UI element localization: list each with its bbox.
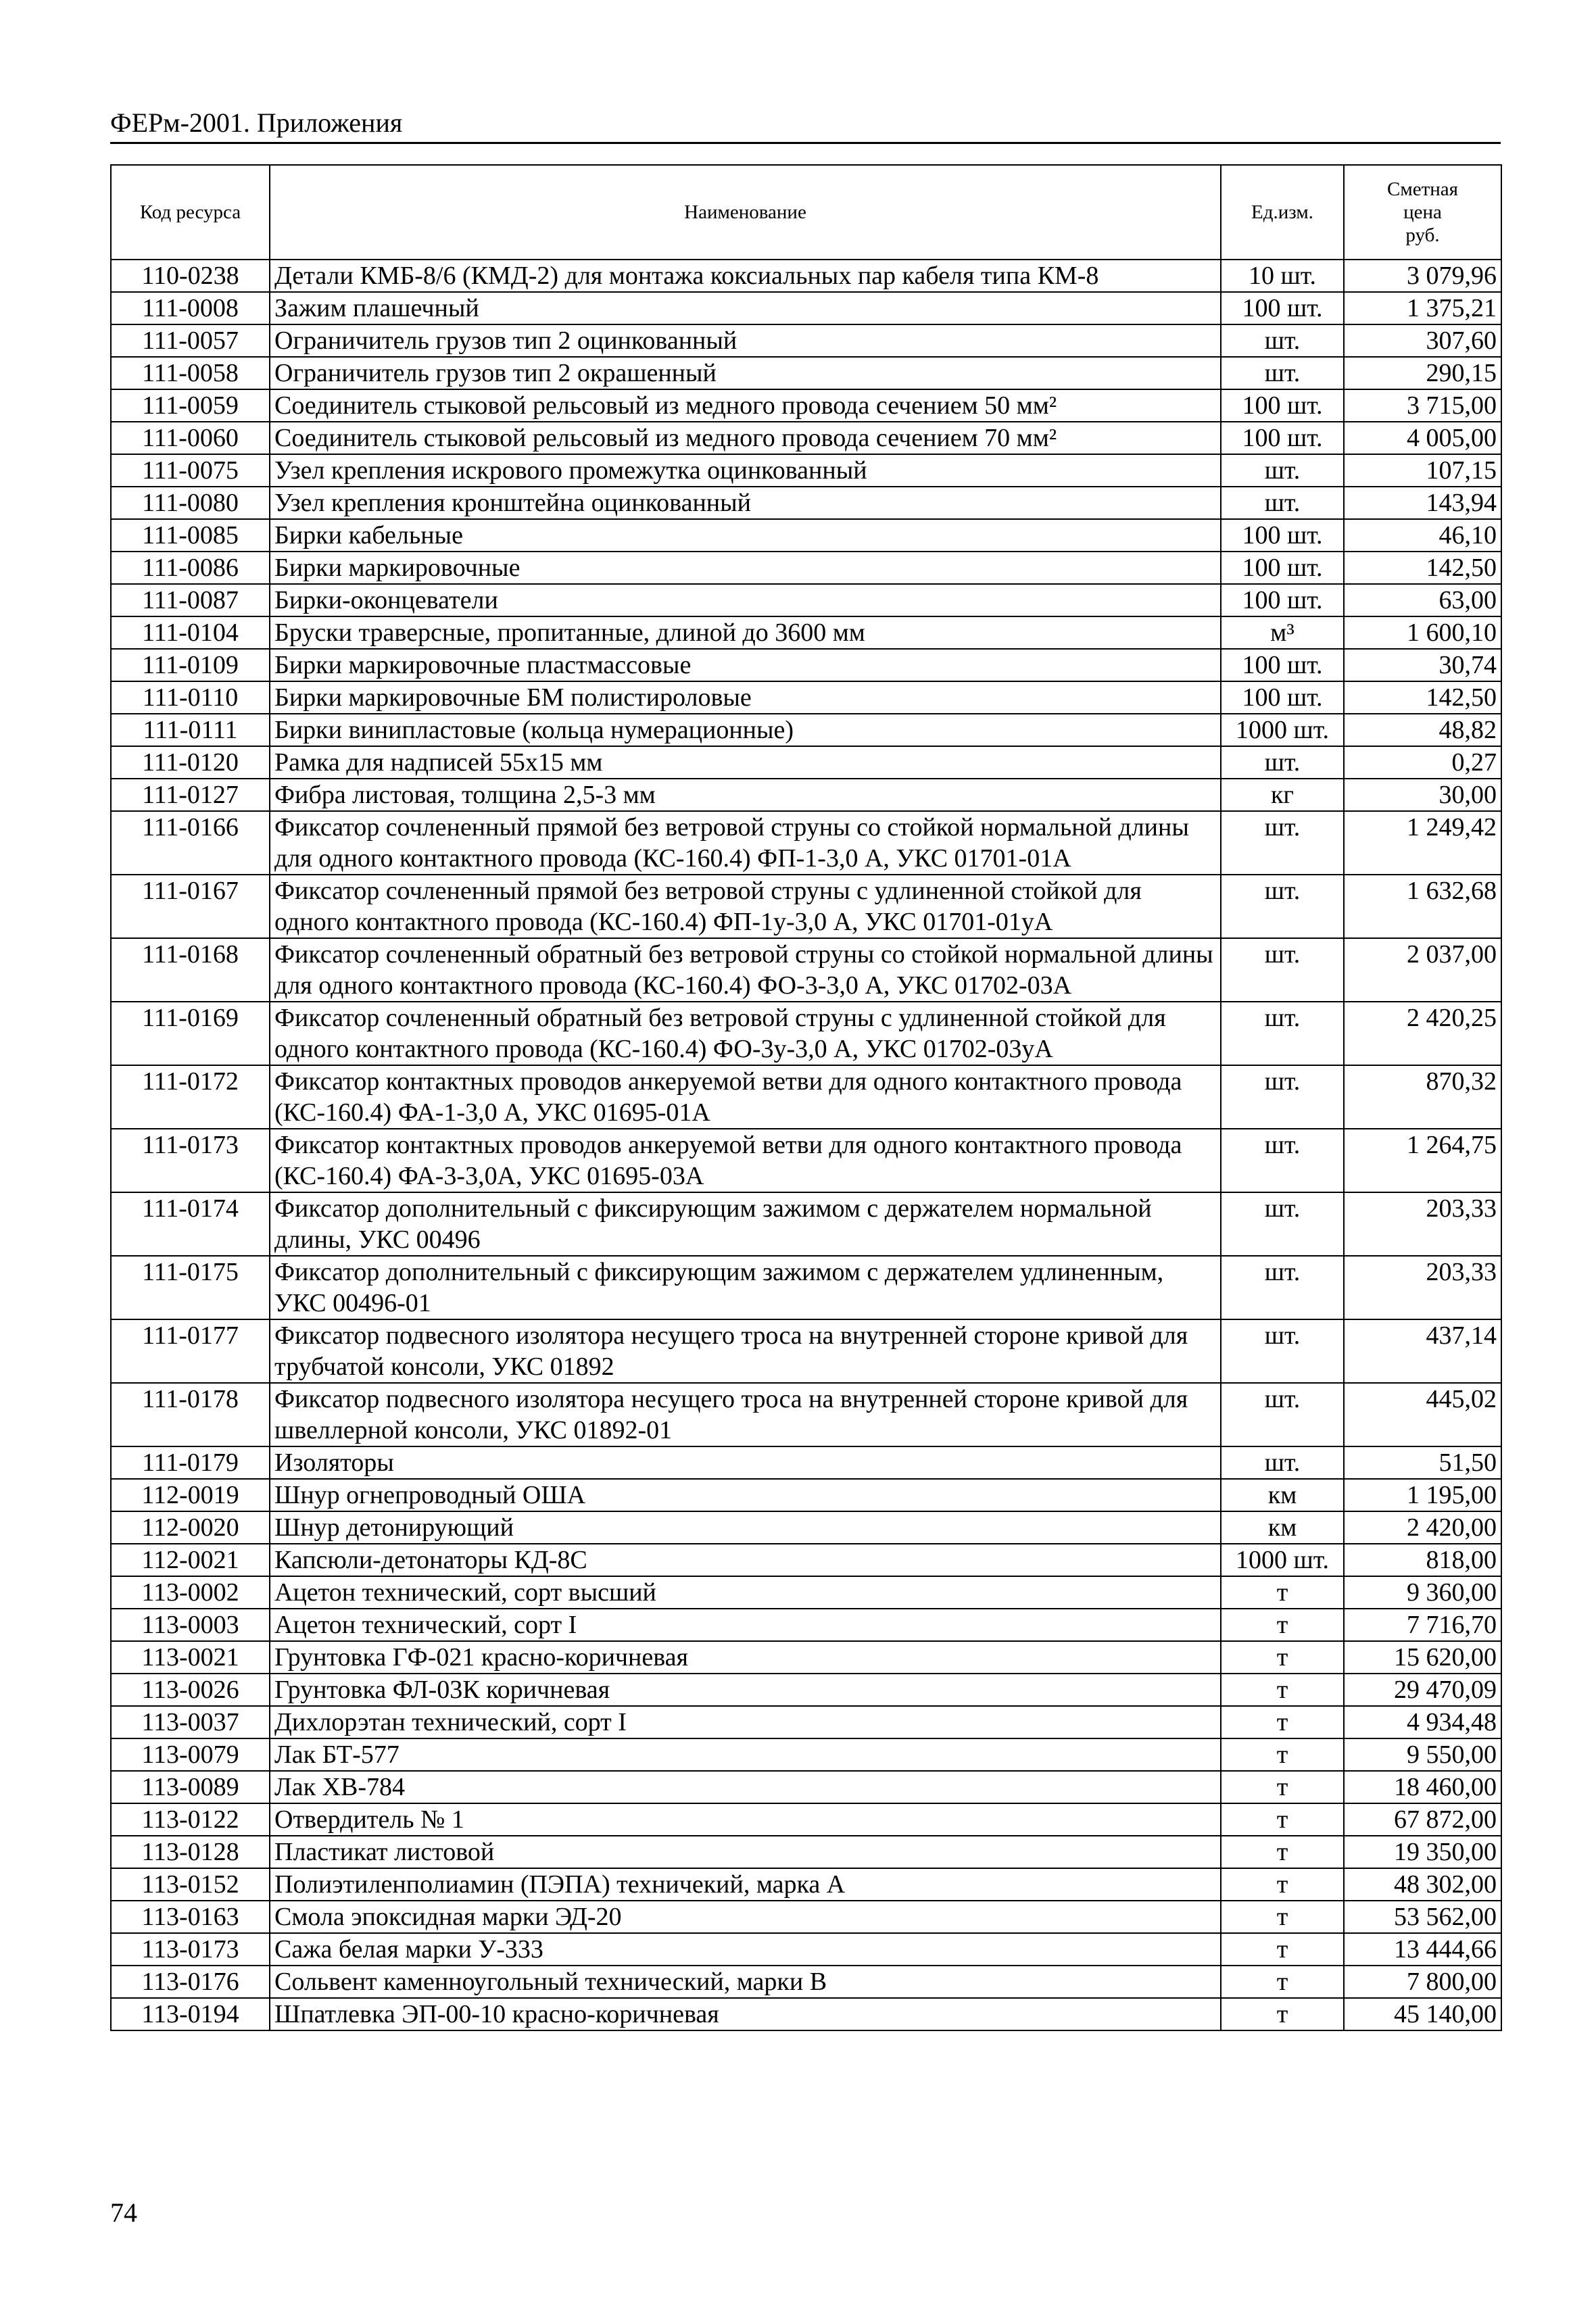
price-cell: 46,10	[1344, 519, 1501, 552]
unit-cell: т	[1221, 1803, 1344, 1836]
unit-cell: шт.	[1221, 1256, 1344, 1319]
price-cell: 445,02	[1344, 1383, 1501, 1446]
price-cell: 48 302,00	[1344, 1868, 1501, 1901]
code-cell: 111-0075	[111, 454, 270, 487]
name-cell: Рамка для надписей 55x15 мм	[270, 746, 1221, 779]
name-cell: Грунтовка ФЛ-03К коричневая	[270, 1674, 1221, 1706]
table-row	[111, 746, 1501, 779]
code-cell: 111-0175	[111, 1256, 270, 1319]
header-divider	[110, 142, 1501, 144]
name-cell: Бирки маркировочные БМ полистироловые	[270, 681, 1221, 714]
code-cell: 113-0002	[111, 1576, 270, 1609]
code-cell: 111-0178	[111, 1383, 270, 1446]
name-cell: Шнур детонирующий	[270, 1511, 1221, 1544]
page-header-title: ФЕРм-2001. Приложения	[110, 107, 403, 138]
name-cell: Капсюли-детонаторы КД-8С	[270, 1544, 1221, 1576]
code-cell: 111-0008	[111, 292, 270, 324]
code-cell: 112-0019	[111, 1479, 270, 1511]
table-row	[111, 1609, 1501, 1641]
price-cell: 1 375,21	[1344, 292, 1501, 324]
price-cell: 142,50	[1344, 552, 1501, 584]
price-cell: 1 195,00	[1344, 1479, 1501, 1511]
column-header-name: Наименование	[270, 165, 1221, 260]
name-cell: Детали КМБ-8/6 (КМД-2) для монтажа коксиальных пар кабеля типа КМ-8	[270, 260, 1221, 292]
table-row	[111, 1544, 1501, 1576]
code-cell: 111-0174	[111, 1192, 270, 1256]
column-header-code: Код ресурса	[111, 165, 270, 260]
table-row	[111, 260, 1501, 292]
name-cell: Фиксатор сочлененный прямой без ветровой струны со стойкой нормальной длины для одного контактного провода (КС-160.4) ФП-1-3,0 А, УКС 01701-01А	[270, 811, 1221, 875]
price-cell: 290,15	[1344, 357, 1501, 389]
code-cell: 111-0168	[111, 938, 270, 1002]
name-cell: Бирки маркировочные	[270, 552, 1221, 584]
name-cell: Фиксатор сочлененный обратный без ветровой струны с удлиненной стойкой для одного контактного провода (КС-160.4) ФО-3у-3,0 А, УКС 01702-03уА	[270, 1002, 1221, 1065]
code-cell: 113-0026	[111, 1674, 270, 1706]
unit-cell: т	[1221, 1868, 1344, 1901]
price-cell: 45 140,00	[1344, 1998, 1501, 2030]
price-header-line: Сметная	[1387, 178, 1458, 200]
name-cell: Шпатлевка ЭП-00-10 красно-коричневая	[270, 1998, 1221, 2030]
unit-cell: 100 шт.	[1221, 292, 1344, 324]
unit-cell: 100 шт.	[1221, 681, 1344, 714]
table-row	[111, 389, 1501, 422]
price-cell: 7 716,70	[1344, 1609, 1501, 1641]
unit-cell: шт.	[1221, 746, 1344, 779]
name-cell: Бирки кабельные	[270, 519, 1221, 552]
unit-cell: т	[1221, 1576, 1344, 1609]
table-row	[111, 1511, 1501, 1544]
unit-cell: т	[1221, 1641, 1344, 1674]
unit-cell: шт.	[1221, 1192, 1344, 1256]
name-cell: Смола эпоксидная марки ЭД-20	[270, 1901, 1221, 1933]
price-header-line: руб.	[1405, 224, 1440, 246]
unit-cell: т	[1221, 1738, 1344, 1771]
code-cell: 111-0058	[111, 357, 270, 389]
table-row	[111, 1803, 1501, 1836]
name-cell: Шнур огнепроводный ОША	[270, 1479, 1221, 1511]
code-cell: 112-0020	[111, 1511, 270, 1544]
unit-cell: т	[1221, 1966, 1344, 1998]
code-cell: 113-0021	[111, 1641, 270, 1674]
table-row	[111, 681, 1501, 714]
table-row	[111, 1319, 1501, 1383]
name-cell: Зажим плашечный	[270, 292, 1221, 324]
unit-cell: км	[1221, 1479, 1344, 1511]
table-row	[111, 1998, 1501, 2030]
unit-cell: км	[1221, 1511, 1344, 1544]
unit-cell: шт.	[1221, 1002, 1344, 1065]
code-cell: 113-0122	[111, 1803, 270, 1836]
code-cell: 110-0238	[111, 260, 270, 292]
name-cell: Соединитель стыковой рельсовый из медного провода сечением 50 мм²	[270, 389, 1221, 422]
name-cell: Фибра листовая, толщина 2,5-3 мм	[270, 779, 1221, 811]
code-cell: 113-0037	[111, 1706, 270, 1738]
name-cell: Фиксатор дополнительный с фиксирующим зажимом с держателем нормальной длины, УКС 00496	[270, 1192, 1221, 1256]
price-cell: 29 470,09	[1344, 1674, 1501, 1706]
price-cell: 15 620,00	[1344, 1641, 1501, 1674]
table-row	[111, 649, 1501, 681]
code-cell: 113-0128	[111, 1836, 270, 1868]
name-cell: Фиксатор дополнительный с фиксирующим зажимом с держателем удлиненным, УКС 00496-01	[270, 1256, 1221, 1319]
table-row	[111, 1446, 1501, 1479]
table-row	[111, 938, 1501, 1002]
price-cell: 4 934,48	[1344, 1706, 1501, 1738]
unit-cell: м³	[1221, 616, 1344, 649]
name-cell: Дихлорэтан технический, сорт I	[270, 1706, 1221, 1738]
name-cell: Бруски траверсные, пропитанные, длиной до 3600 мм	[270, 616, 1221, 649]
table-row	[111, 1706, 1501, 1738]
price-cell: 53 562,00	[1344, 1901, 1501, 1933]
column-header-unit: Ед.изм.	[1221, 165, 1344, 260]
table-row	[111, 292, 1501, 324]
table-row	[111, 1002, 1501, 1065]
price-cell: 7 800,00	[1344, 1966, 1501, 1998]
page-number: 74	[110, 2197, 137, 2228]
code-cell: 111-0167	[111, 875, 270, 938]
code-cell: 111-0177	[111, 1319, 270, 1383]
name-cell: Бирки маркировочные пластмассовые	[270, 649, 1221, 681]
code-cell: 113-0163	[111, 1901, 270, 1933]
price-cell: 9 360,00	[1344, 1576, 1501, 1609]
table-row	[111, 454, 1501, 487]
price-cell: 63,00	[1344, 584, 1501, 616]
name-cell: Бирки винипластовые (кольца нумерационные)	[270, 714, 1221, 746]
table-header-row	[111, 165, 1501, 260]
price-cell: 1 632,68	[1344, 875, 1501, 938]
name-cell: Грунтовка ГФ-021 красно-коричневая	[270, 1641, 1221, 1674]
price-cell: 1 600,10	[1344, 616, 1501, 649]
unit-cell: т	[1221, 1771, 1344, 1803]
name-cell: Изоляторы	[270, 1446, 1221, 1479]
table-row	[111, 552, 1501, 584]
name-cell: Фиксатор контактных проводов анкеруемой ветви для одного контактного провода (КС-160.4) ФА-1-3,0 А, УКС 01695-01А	[270, 1065, 1221, 1129]
name-cell: Фиксатор сочлененный обратный без ветровой струны со стойкой нормальной длины для одного контактного провода (КС-160.4) ФО-3-3,0 А, УКС 01702-03А	[270, 938, 1221, 1002]
name-cell: Ограничитель грузов тип 2 окрашенный	[270, 357, 1221, 389]
table-row	[111, 1065, 1501, 1129]
code-cell: 113-0194	[111, 1998, 270, 2030]
unit-cell: т	[1221, 1901, 1344, 1933]
column-header-price	[1344, 165, 1501, 260]
code-cell: 111-0179	[111, 1446, 270, 1479]
table-body	[111, 260, 1501, 2030]
unit-cell: 100 шт.	[1221, 519, 1344, 552]
price-cell: 13 444,66	[1344, 1933, 1501, 1966]
unit-cell: шт.	[1221, 1065, 1344, 1129]
name-cell: Сольвент каменноугольный технический, марки В	[270, 1966, 1221, 1998]
price-cell: 870,32	[1344, 1065, 1501, 1129]
table-row	[111, 1901, 1501, 1933]
unit-cell: т	[1221, 1836, 1344, 1868]
code-cell: 111-0085	[111, 519, 270, 552]
name-cell: Узел крепления кронштейна оцинкованный	[270, 487, 1221, 519]
table-row	[111, 1256, 1501, 1319]
price-cell: 107,15	[1344, 454, 1501, 487]
code-cell: 111-0166	[111, 811, 270, 875]
price-header-line: цена	[1403, 201, 1442, 223]
price-cell: 2 037,00	[1344, 938, 1501, 1002]
table-row	[111, 1674, 1501, 1706]
table-row	[111, 487, 1501, 519]
code-cell: 111-0173	[111, 1129, 270, 1192]
name-cell: Бирки-оконцеватели	[270, 584, 1221, 616]
code-cell: 111-0169	[111, 1002, 270, 1065]
table-row	[111, 1479, 1501, 1511]
unit-cell: шт.	[1221, 324, 1344, 357]
name-cell: Пластикат листовой	[270, 1836, 1221, 1868]
unit-cell: шт.	[1221, 875, 1344, 938]
price-cell: 0,27	[1344, 746, 1501, 779]
code-cell: 113-0003	[111, 1609, 270, 1641]
price-cell: 142,50	[1344, 681, 1501, 714]
price-cell: 4 005,00	[1344, 422, 1501, 454]
price-cell: 437,14	[1344, 1319, 1501, 1383]
price-cell: 143,94	[1344, 487, 1501, 519]
code-cell: 111-0086	[111, 552, 270, 584]
price-cell: 203,33	[1344, 1256, 1501, 1319]
code-cell: 113-0079	[111, 1738, 270, 1771]
unit-cell: шт.	[1221, 1383, 1344, 1446]
name-cell: Соединитель стыковой рельсовый из медного провода сечением 70 мм²	[270, 422, 1221, 454]
price-cell: 67 872,00	[1344, 1803, 1501, 1836]
unit-cell: кг	[1221, 779, 1344, 811]
price-cell: 307,60	[1344, 324, 1501, 357]
table-row	[111, 1836, 1501, 1868]
code-cell: 111-0057	[111, 324, 270, 357]
table-row	[111, 1738, 1501, 1771]
price-cell: 48,82	[1344, 714, 1501, 746]
table-row	[111, 1129, 1501, 1192]
name-cell: Лак БТ-577	[270, 1738, 1221, 1771]
unit-cell: 100 шт.	[1221, 389, 1344, 422]
table-row	[111, 714, 1501, 746]
table-row	[111, 1771, 1501, 1803]
table-row	[111, 357, 1501, 389]
price-cell: 1 249,42	[1344, 811, 1501, 875]
table-row	[111, 519, 1501, 552]
table-row	[111, 616, 1501, 649]
code-cell: 111-0172	[111, 1065, 270, 1129]
table-row	[111, 584, 1501, 616]
unit-cell: шт.	[1221, 938, 1344, 1002]
code-cell: 112-0021	[111, 1544, 270, 1576]
code-cell: 113-0152	[111, 1868, 270, 1901]
name-cell: Ацетон технический, сорт высший	[270, 1576, 1221, 1609]
table-row	[111, 875, 1501, 938]
unit-cell: шт.	[1221, 487, 1344, 519]
price-cell: 818,00	[1344, 1544, 1501, 1576]
table-row	[111, 779, 1501, 811]
name-cell: Лак ХВ-784	[270, 1771, 1221, 1803]
unit-cell: 1000 шт.	[1221, 714, 1344, 746]
unit-cell: шт.	[1221, 1319, 1344, 1383]
unit-cell: т	[1221, 1933, 1344, 1966]
table-row	[111, 1641, 1501, 1674]
name-cell: Узел крепления искрового промежутка оцинкованный	[270, 454, 1221, 487]
code-cell: 111-0104	[111, 616, 270, 649]
name-cell: Фиксатор подвесного изолятора несущего троса на внутренней стороне кривой для трубчатой консоли, УКС 01892	[270, 1319, 1221, 1383]
name-cell: Фиксатор сочлененный прямой без ветровой струны с удлиненной стойкой для одного контактного провода (КС-160.4) ФП-1у-3,0 А, УКС 01701-01уА	[270, 875, 1221, 938]
price-cell: 2 420,00	[1344, 1511, 1501, 1544]
code-cell: 111-0060	[111, 422, 270, 454]
table-row	[111, 1576, 1501, 1609]
unit-cell: т	[1221, 1706, 1344, 1738]
table-row	[111, 1933, 1501, 1966]
price-cell: 3 715,00	[1344, 389, 1501, 422]
unit-cell: шт.	[1221, 811, 1344, 875]
price-cell: 9 550,00	[1344, 1738, 1501, 1771]
code-cell: 111-0087	[111, 584, 270, 616]
code-cell: 113-0173	[111, 1933, 270, 1966]
table-row	[111, 1192, 1501, 1256]
name-cell: Отвердитель № 1	[270, 1803, 1221, 1836]
unit-cell: шт.	[1221, 1446, 1344, 1479]
name-cell: Ограничитель грузов тип 2 оцинкованный	[270, 324, 1221, 357]
code-cell: 111-0080	[111, 487, 270, 519]
unit-cell: шт.	[1221, 454, 1344, 487]
unit-cell: 100 шт.	[1221, 649, 1344, 681]
unit-cell: т	[1221, 1674, 1344, 1706]
price-cell: 1 264,75	[1344, 1129, 1501, 1192]
table-row	[111, 422, 1501, 454]
price-cell: 30,74	[1344, 649, 1501, 681]
price-cell: 203,33	[1344, 1192, 1501, 1256]
name-cell: Фиксатор контактных проводов анкеруемой ветви для одного контактного провода (КС-160.4) ФА-3-3,0А, УКС 01695-03А	[270, 1129, 1221, 1192]
unit-cell: 100 шт.	[1221, 552, 1344, 584]
price-cell: 51,50	[1344, 1446, 1501, 1479]
code-cell: 111-0120	[111, 746, 270, 779]
code-cell: 113-0089	[111, 1771, 270, 1803]
table-row	[111, 1966, 1501, 1998]
name-cell: Фиксатор подвесного изолятора несущего троса на внутренней стороне кривой для швеллерной консоли, УКС 01892-01	[270, 1383, 1221, 1446]
unit-cell: шт.	[1221, 357, 1344, 389]
code-cell: 113-0176	[111, 1966, 270, 1998]
unit-cell: 1000 шт.	[1221, 1544, 1344, 1576]
name-cell: Полиэтиленполиамин (ПЭПА) техничекий, марка А	[270, 1868, 1221, 1901]
name-cell: Ацетон технический, сорт I	[270, 1609, 1221, 1641]
code-cell: 111-0059	[111, 389, 270, 422]
code-cell: 111-0110	[111, 681, 270, 714]
unit-cell: 10 шт.	[1221, 260, 1344, 292]
price-cell: 3 079,96	[1344, 260, 1501, 292]
unit-cell: 100 шт.	[1221, 422, 1344, 454]
code-cell: 111-0109	[111, 649, 270, 681]
price-cell: 2 420,25	[1344, 1002, 1501, 1065]
price-cell: 19 350,00	[1344, 1836, 1501, 1868]
table-row	[111, 1868, 1501, 1901]
unit-cell: т	[1221, 1998, 1344, 2030]
unit-cell: т	[1221, 1609, 1344, 1641]
resource-price-table	[110, 164, 1502, 2031]
name-cell: Сажа белая марки У-333	[270, 1933, 1221, 1966]
code-cell: 111-0127	[111, 779, 270, 811]
unit-cell: шт.	[1221, 1129, 1344, 1192]
code-cell: 111-0111	[111, 714, 270, 746]
table-row	[111, 324, 1501, 357]
table-row	[111, 811, 1501, 875]
price-cell: 18 460,00	[1344, 1771, 1501, 1803]
unit-cell: 100 шт.	[1221, 584, 1344, 616]
table-row	[111, 1383, 1501, 1446]
price-cell: 30,00	[1344, 779, 1501, 811]
